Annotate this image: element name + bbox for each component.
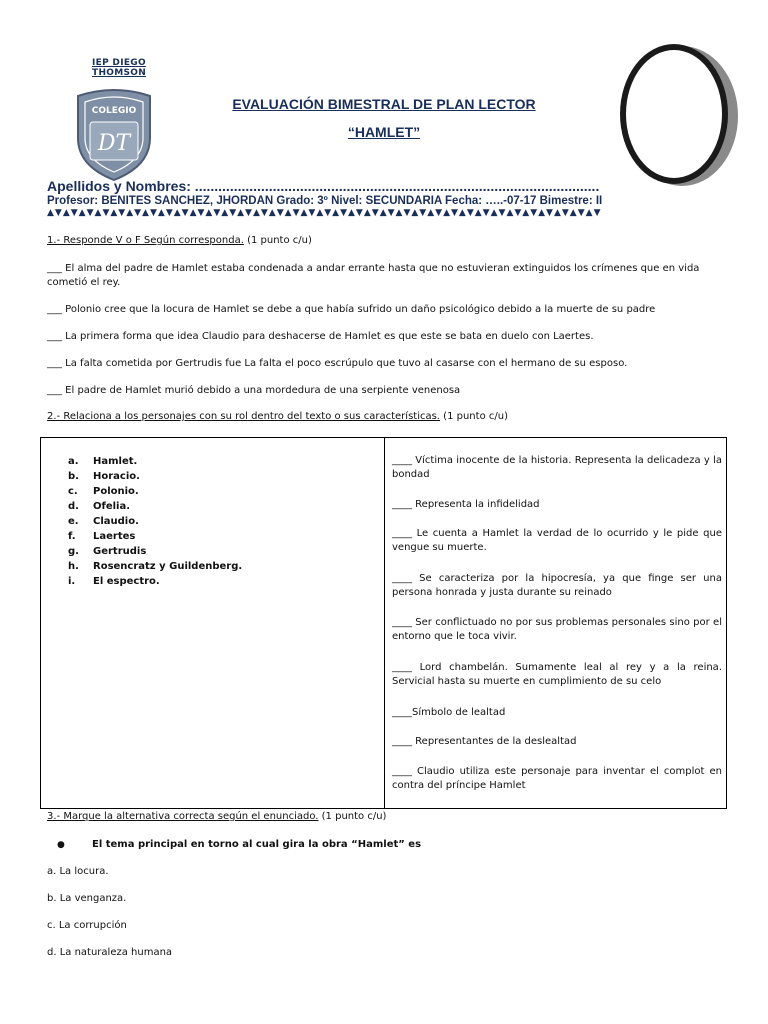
section1-points: (1 punto c/u) (243, 235, 312, 246)
svg-text:DT: DT (97, 131, 131, 156)
question-text: El tema principal en torno al cual gira la obra “Hamlet” es (92, 839, 422, 850)
tf-item: ___ El padre de Hamlet murió debido a una mordedura de una serpiente venenosa (47, 385, 461, 396)
photo-frame-oval (612, 38, 740, 190)
tf-item: ___ La falta cometida por Gertrudis fue La falta el poco escrúpulo que tuvo al casarse con el hermano de su esposo. (47, 358, 628, 369)
character-letter: c. (68, 486, 78, 497)
character-letter: a. (68, 456, 79, 467)
character-name: El espectro. (93, 576, 160, 587)
description-item: ____ Representa la infidelidad (392, 499, 540, 510)
character-name: Claudio. (93, 516, 139, 527)
character-item (68, 574, 242, 589)
school-name-line2: THOMSON (92, 68, 147, 78)
matching-table-divider (384, 437, 385, 809)
character-letter: g. (68, 546, 79, 557)
description-item: ____Símbolo de lealtad (392, 707, 506, 718)
character-name: Polonio. (93, 486, 139, 497)
tf-item: ___ Polonio cree que la locura de Hamlet se debe a que había sufrido un daño psicológico debido a la muerte de su padre (47, 304, 656, 315)
description-item: ____ Le cuenta a Hamlet la verdad de lo ocurrido y le pide que vengue su muerte. (392, 528, 722, 553)
student-name-line: Apellidos y Nombres: ........................................................................................................ (47, 178, 600, 194)
description-item: ____ Lord chambelán. Sumamente leal al rey y a la reina. Servicial hasta su muerte en cumplimiento de su celo (392, 662, 722, 687)
character-item (68, 544, 242, 559)
section3-heading-text: 3.- Marque la alternativa correcta según el enunciado. (47, 811, 319, 822)
tf-item: ___ La primera forma que idea Claudio para deshacerse de Hamlet es que este se bata en duelo con Laertes. (47, 331, 594, 342)
section3-points: (1 punto c/u) (318, 811, 387, 822)
section1-heading (47, 234, 707, 248)
character-letter: i. (68, 576, 76, 587)
character-letter: d. (68, 501, 79, 512)
character-letter: e. (68, 516, 79, 527)
svg-text:COLEGIO: COLEGIO (91, 106, 137, 116)
character-item (68, 469, 242, 484)
option-d: d. La naturaleza humana (47, 947, 173, 958)
section2-points: (1 punto c/u) (440, 411, 508, 422)
character-item (68, 529, 242, 544)
description-item: ____ Víctima inocente de la historia. Representa la delicadeza y la bondad (392, 455, 722, 480)
exam-title-text: EVALUACIÓN BIMESTRAL DE PLAN LECTOR (232, 96, 536, 112)
character-name: Gertrudis (93, 546, 147, 557)
option-b: b. La venganza. (47, 893, 127, 904)
character-item (68, 514, 242, 529)
character-list (68, 454, 242, 589)
section2-heading (47, 410, 707, 424)
professor-info-line: Profesor: BENITES SANCHEZ, JHORDAN Grado: 3º Nivel: SECUNDARIA Fecha: …..-07-17 Bimestre: II (47, 195, 603, 207)
character-name: Laertes (93, 531, 136, 542)
option-c: c. La corrupción (47, 920, 127, 931)
description-item: ____ Representantes de la deslealtad (392, 736, 577, 747)
triangle-border: ▲▼▲▼▲▼▲▼▲▼▲▼▲▼▲▼▲▼▲▼▲▼▲▼▲▼▲▼▲▼▲▼▲▼▲▼▲▼▲▼▲▼▲▼▲▼▲▼▲▼▲▼▲▼▲▼▲▼▲▼▲▼▲▼▲▼▲▼▲▼ (47, 208, 602, 218)
school-name (92, 58, 146, 78)
character-name: Hamlet. (93, 456, 138, 467)
character-item (68, 454, 242, 469)
character-letter: b. (68, 471, 79, 482)
character-letter: f. (68, 531, 76, 542)
school-name-line1: IEP DIEGO (92, 58, 146, 68)
description-item: ____ Ser conflictuado no por sus problemas personales sino por el entorno que le toca vivir. (392, 617, 722, 642)
character-name: Rosencratz y Guildenberg. (93, 561, 243, 572)
option-a: a. La locura. (47, 866, 109, 877)
section3-heading (47, 810, 707, 824)
character-name: Horacio. (93, 471, 140, 482)
character-item (68, 559, 242, 574)
character-item (68, 484, 242, 499)
description-item: ____ Claudio utiliza este personaje para inventar el complot en contra del príncipe Hamlet (392, 766, 722, 791)
bullet-icon: ● (57, 840, 65, 850)
exam-subtitle-text: “HAMLET” (347, 124, 421, 140)
section2-heading-text: 2.- Relaciona a los personajes con su rol dentro del texto o sus características. (47, 411, 440, 422)
tf-item: ___ El alma del padre de Hamlet estaba condenada a andar errante hasta que no estuvieran extinguidos los crímenes que en vida cometió el rey. (47, 263, 700, 288)
description-item: ____ Se caracteriza por la hipocresía, ya que finge ser una persona honrada y justa durante su reinado (392, 573, 722, 598)
character-item (68, 499, 242, 514)
section1-heading-text: 1.- Responde V o F Según corresponda. (47, 235, 244, 246)
character-name: Ofelia. (93, 501, 131, 512)
character-letter: h. (68, 561, 79, 572)
